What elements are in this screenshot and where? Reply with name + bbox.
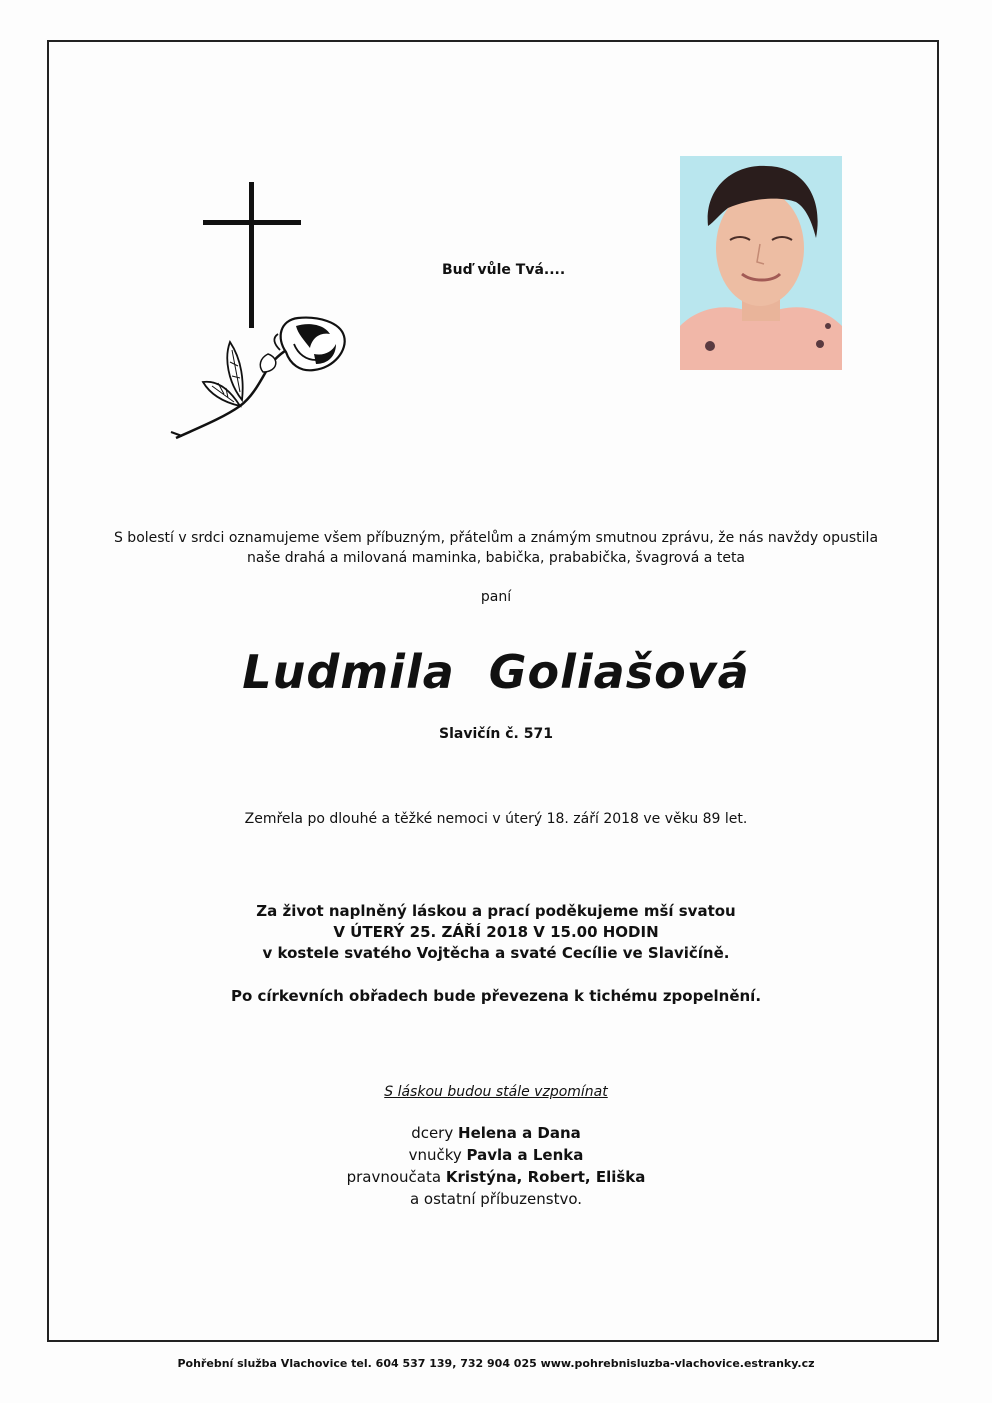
last-name: Goliašová bbox=[488, 645, 750, 699]
remember-heading: S láskou budou stále vzpomínat bbox=[384, 1084, 608, 1100]
funeral-line-3: v kostele svatého Vojtěcha a svaté Cecílie ve Slavičíně. bbox=[262, 944, 730, 962]
footer-contact: Pohřební služba Vlachovice tel. 604 537 139, 732 904 025 www.pohrebnisluzba-vlachovice.estranky.cz bbox=[177, 1357, 815, 1370]
mourner-row: dcery Helena a Dana bbox=[411, 1124, 581, 1142]
cremation-notice: Po církevních obřadech bude převezena k tichému zpopelnění. bbox=[230, 987, 762, 1005]
death-notice: Zemřela po dlouhé a těžké nemoci v úterý 18. září 2018 ve věku 89 let. bbox=[244, 811, 748, 827]
mourners-closing: a ostatní příbuzenstvo. bbox=[409, 1190, 583, 1208]
deceased-name bbox=[0, 645, 992, 699]
mourners-list bbox=[0, 1122, 992, 1210]
rose-icon bbox=[168, 310, 353, 445]
portrait-photo bbox=[680, 156, 842, 370]
first-name: Ludmila bbox=[242, 645, 455, 699]
intro-text bbox=[0, 528, 992, 568]
intro-line-1: S bolestí v srdci oznamujeme všem příbuzným, přátelům a známým smutnou zprávu, že nás navždy opustila bbox=[113, 530, 879, 546]
mourner-row: pravnoučata Kristýna, Robert, Eliška bbox=[346, 1168, 646, 1186]
honorific: paní bbox=[480, 589, 512, 605]
motto: Buď vůle Tvá.... bbox=[442, 262, 566, 278]
address: Slavičín č. 571 bbox=[439, 726, 553, 742]
funeral-line-2: V ÚTERÝ 25. ZÁŘÍ 2018 V 15.00 HODIN bbox=[333, 923, 659, 941]
mourner-row: vnučky Pavla a Lenka bbox=[408, 1146, 584, 1164]
funeral-details bbox=[0, 901, 992, 964]
funeral-line-1: Za život naplněný láskou a prací poděkujeme mší svatou bbox=[256, 902, 736, 920]
intro-line-2: naše drahá a milovaná maminka, babička, prababička, švagrová a teta bbox=[246, 550, 746, 566]
